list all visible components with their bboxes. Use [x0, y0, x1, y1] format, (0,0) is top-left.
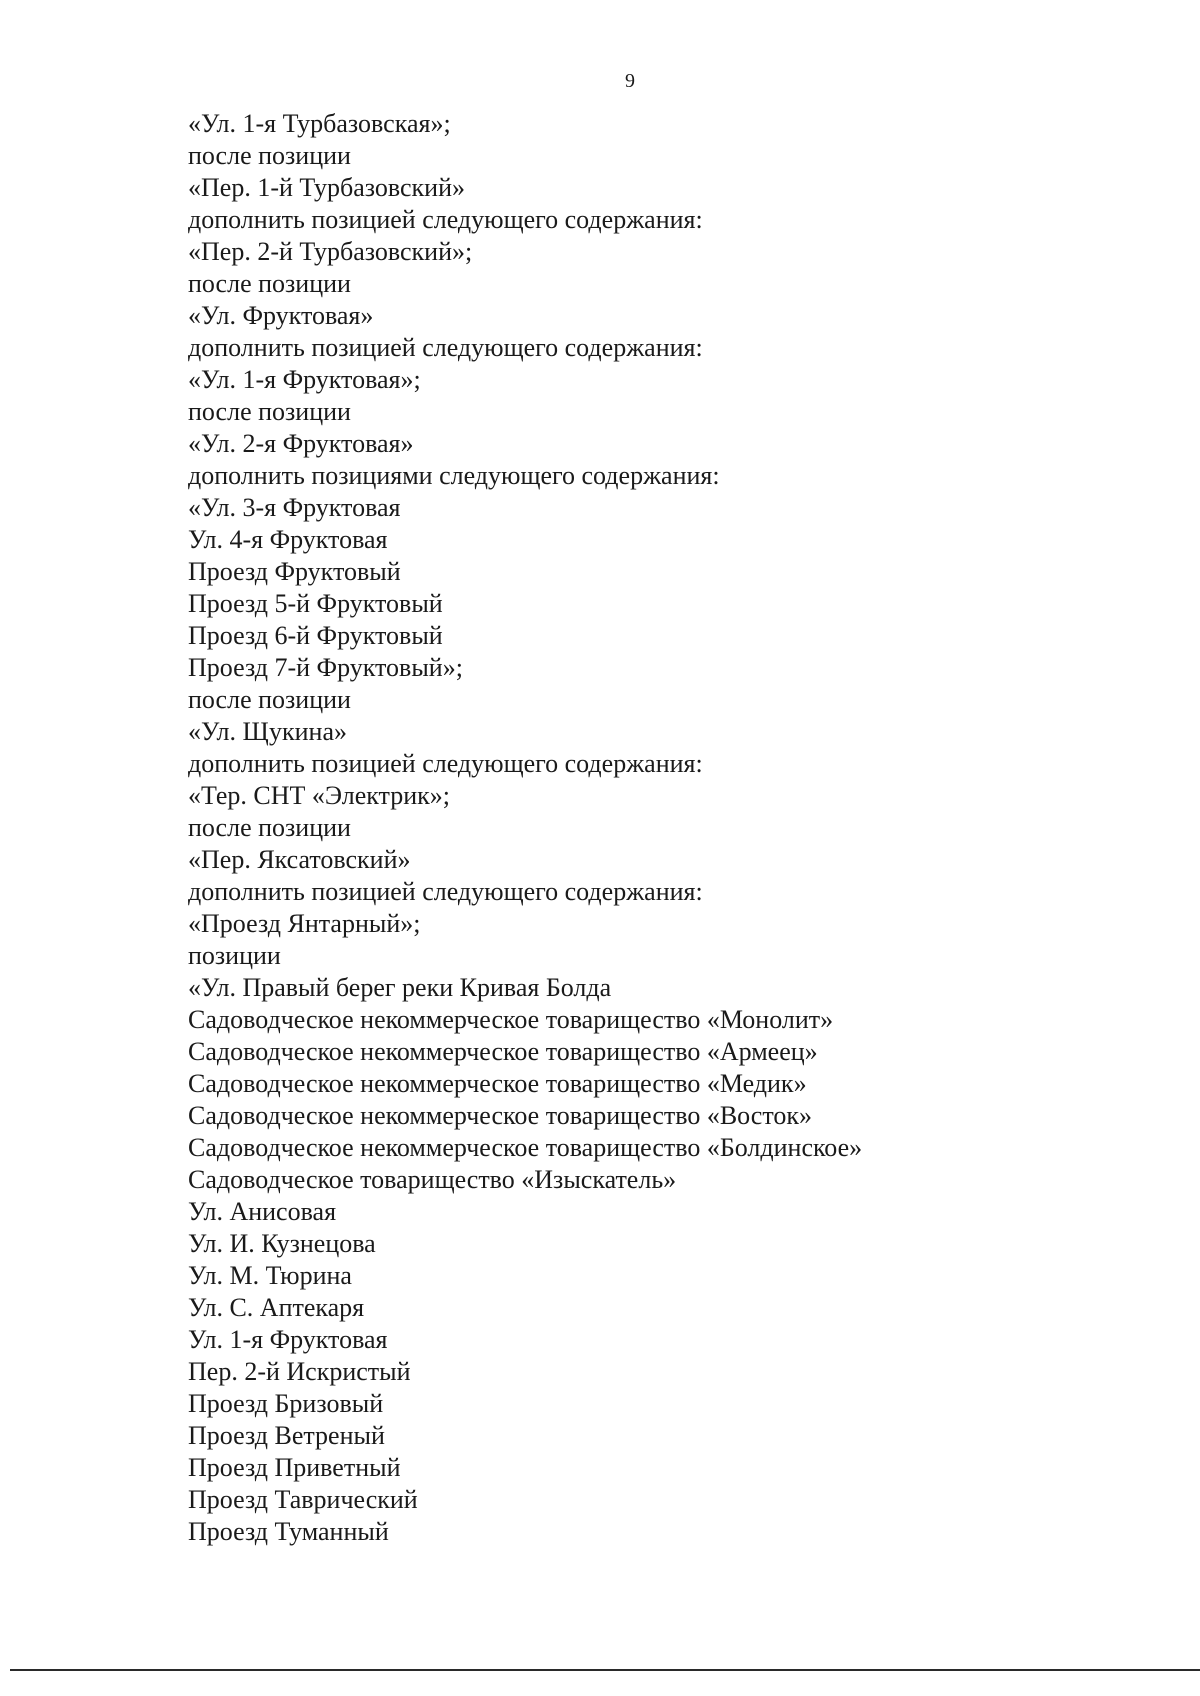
text-line: Ул. 4-я Фруктовая — [188, 525, 388, 554]
text-line: «Ул. 2-я Фруктовая» — [188, 429, 414, 458]
text-line: Ул. М. Тюрина — [188, 1261, 352, 1290]
text-line: после позиции — [188, 813, 351, 842]
text-line: «Ул. Правый берег реки Кривая Болда — [188, 973, 612, 1002]
text-line: Садоводческое некоммерческое товарищество «Монолит» — [188, 1005, 834, 1034]
text-line: Проезд Приветный — [188, 1453, 401, 1482]
text-line: позиции — [188, 941, 281, 970]
text-line: Садоводческое некоммерческое товарищество «Медик» — [188, 1069, 807, 1098]
text-line: Ул. 1-я Фруктовая — [188, 1325, 388, 1354]
text-line: после позиции — [188, 685, 351, 714]
text-line: дополнить позициями следующего содержания: — [188, 461, 720, 490]
text-line: «Ул. 3-я Фруктовая — [188, 493, 401, 522]
text-line: Пер. 2-й Искристый — [188, 1357, 411, 1386]
text-line: «Ул. Фруктовая» — [188, 301, 374, 330]
footer-divider — [10, 1669, 1200, 1671]
text-line: «Ул. 1-я Турбазовская»; — [188, 109, 451, 138]
text-line: Ул. И. Кузнецова — [188, 1229, 376, 1258]
text-line: Проезд 7-й Фруктовый»; — [188, 653, 463, 682]
text-line: Проезд Фруктовый — [188, 557, 401, 586]
text-line: после позиции — [188, 397, 351, 426]
text-line: Проезд Туманный — [188, 1517, 389, 1546]
text-line: Проезд 5-й Фруктовый — [188, 589, 443, 618]
text-line: Проезд Ветреный — [188, 1421, 385, 1450]
text-line: «Пер. 1-й Турбазовский» — [188, 173, 465, 202]
text-line: дополнить позицией следующего содержания: — [188, 749, 703, 778]
text-line: Проезд Бризовый — [188, 1389, 384, 1418]
document-body — [188, 108, 1148, 1548]
text-line: Садоводческое некоммерческое товарищество «Восток» — [188, 1101, 812, 1130]
text-line: после позиции — [188, 269, 351, 298]
text-line: после позиции — [188, 141, 351, 170]
text-line: «Пер. 2-й Турбазовский»; — [188, 237, 473, 266]
text-line: Садоводческое некоммерческое товарищество «Армеец» — [188, 1037, 818, 1066]
text-line: Садоводческое товарищество «Изыскатель» — [188, 1165, 677, 1194]
text-line: Проезд Таврический — [188, 1485, 418, 1514]
text-line: Проезд 6-й Фруктовый — [188, 621, 443, 650]
text-line: «Проезд Янтарный»; — [188, 909, 421, 938]
text-line: Ул. Анисовая — [188, 1197, 337, 1226]
page-number: 9 — [625, 70, 635, 92]
text-line: «Тер. СНТ «Электрик»; — [188, 781, 451, 810]
text-line: Ул. С. Аптекаря — [188, 1293, 365, 1322]
text-line: дополнить позицией следующего содержания: — [188, 877, 703, 906]
text-line: «Ул. Щукина» — [188, 717, 347, 746]
text-line: дополнить позицией следующего содержания: — [188, 205, 703, 234]
text-line: «Пер. Яксатовский» — [188, 845, 411, 874]
text-line: Садоводческое некоммерческое товарищество «Болдинское» — [188, 1133, 863, 1162]
text-line: «Ул. 1-я Фруктовая»; — [188, 365, 421, 394]
text-line: дополнить позицией следующего содержания: — [188, 333, 703, 362]
